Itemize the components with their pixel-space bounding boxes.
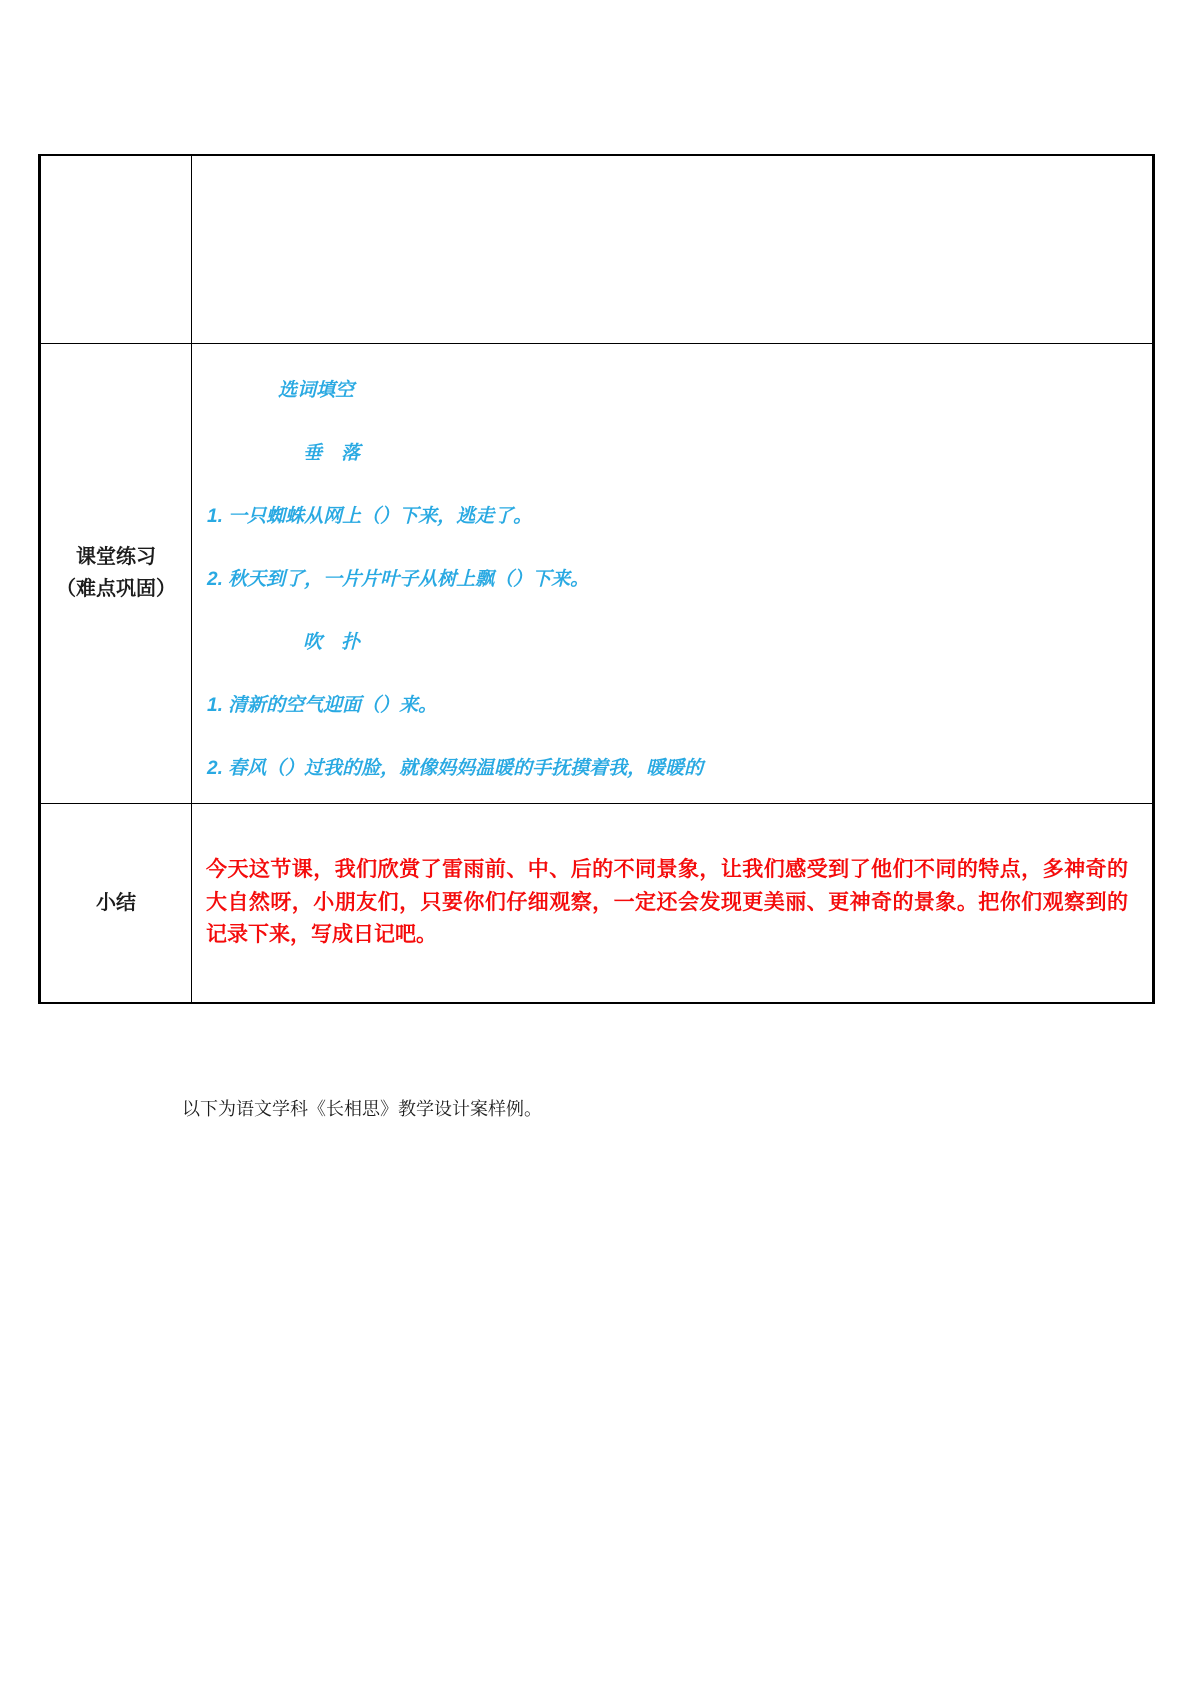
table-row-empty bbox=[40, 155, 1154, 343]
exercise-title: 选词填空 bbox=[278, 379, 355, 401]
empty-content-cell bbox=[192, 155, 1154, 343]
practice-label-line2: （难点巩固） bbox=[56, 578, 176, 600]
empty-label-cell bbox=[40, 155, 192, 343]
practice-content-cell bbox=[192, 343, 1154, 803]
exercise-group1-words: 垂 落 bbox=[303, 442, 361, 464]
table-row-practice bbox=[40, 343, 1154, 803]
exercise-group2-item1: 1. 清新的空气迎面（）来。 bbox=[207, 694, 438, 716]
table-row-summary bbox=[40, 803, 1154, 1003]
exercise-group2-item2: 2. 春风（）过我的脸，就像妈妈温暖的手抚摸着我，暖暖的 bbox=[207, 757, 704, 779]
summary-text: 今天这节课，我们欣赏了雷雨前、中、后的不同景象，让我们感受到了他们不同的特点，多神奇的大自然呀，小朋友们，只要你们仔细观察，一定还会发现更美丽、更神奇的景象。把你们观察到的记录下来，写成日记吧。 bbox=[206, 858, 1128, 946]
summary-label-cell: 小结 bbox=[40, 803, 192, 1003]
practice-label-line1: 课堂练习 bbox=[76, 546, 156, 568]
exercise-group1-item1: 1. 一只蜘蛛从网上（）下来，逃走了。 bbox=[207, 505, 533, 527]
summary-pad bbox=[192, 854, 1152, 952]
exercise-group2-words: 吹 扑 bbox=[303, 631, 361, 653]
exercise-group1-item2: 2. 秋天到了，一片片叶子从树上飘（）下来。 bbox=[207, 568, 590, 590]
lesson-plan-table bbox=[38, 154, 1155, 1004]
practice-label-cell bbox=[40, 343, 192, 803]
summary-content-cell bbox=[192, 803, 1154, 1003]
exercise-block bbox=[192, 347, 1152, 800]
footer-note: 以下为语文学科《长相思》教学设计案样例。 bbox=[182, 1099, 542, 1119]
